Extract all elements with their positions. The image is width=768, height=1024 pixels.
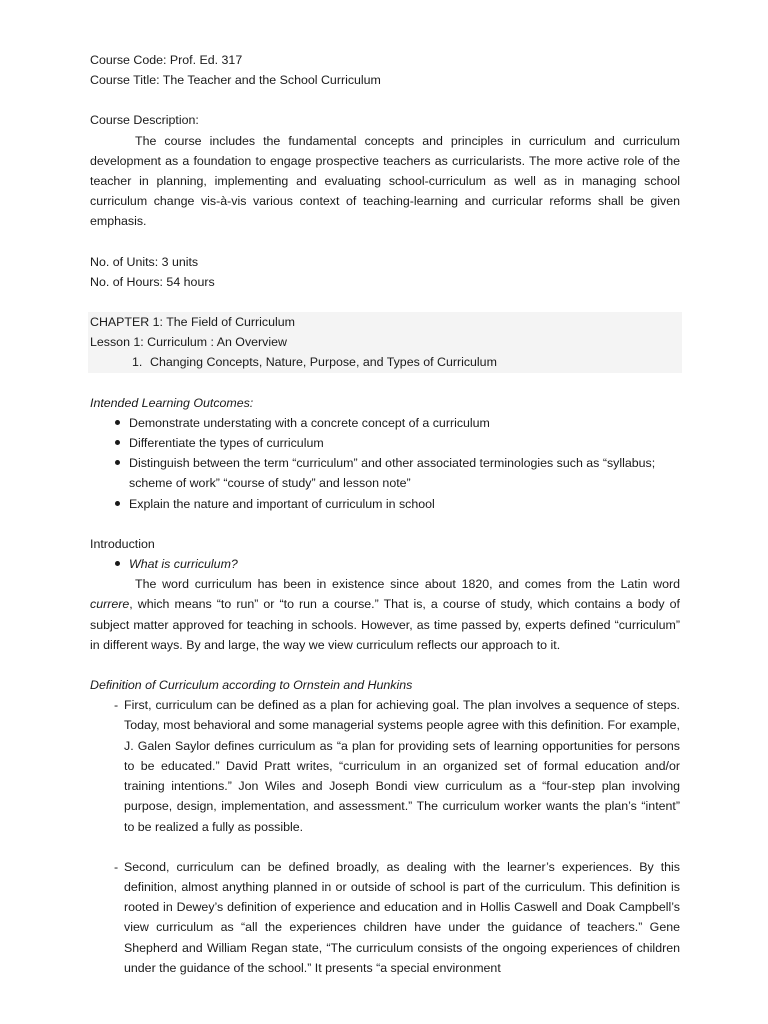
outcomes-list xyxy=(90,413,680,514)
course-title: Course Title: The Teacher and the School Curriculum xyxy=(90,73,381,88)
introduction-body xyxy=(90,574,680,655)
chapter-title: CHAPTER 1: The Field of Curriculum xyxy=(90,315,295,330)
introduction-question-list xyxy=(90,554,680,574)
introduction-question: What is curriculum? xyxy=(90,554,680,574)
course-code: Course Code: Prof. Ed. 317 xyxy=(90,53,243,67)
definition-item: - First, curriculum can be defined as a plan for achieving goal. The plan involves a sequence of steps. Today, most behavioral and some managerial systems people agree with this definition. For example, J. Galen Saylor defines curriculum as “a plan for providing sets of learning opportunities for persons to be educated.” David Pratt writes, “curriculum in an organized set of formal education and/or training intentions.” Jon Wiles and Joseph Bondi view curriculum as a “four-step plan involving purpose, design, implementation, and assessment.” The curriculum worker wants the plan’s “intent” to be realized a fully as possible. xyxy=(90,695,680,836)
outcome-item: Differentiate the types of curriculum xyxy=(90,433,680,453)
introduction-body-start: The word curriculum has been in existence since about 1820, and comes from the Latin word xyxy=(135,577,680,592)
course-description-heading: Course Description: xyxy=(90,113,199,128)
definitions-list xyxy=(90,695,680,978)
course-description-body: The course includes the fundamental concepts and principles in curriculum and curriculum development as a foundation to engage prospective teachers as curricularists. The more active role of the teacher in planning, implementing and evaluating school-curriculum as well as in managing school curriculum change vis-à-vis various context of teaching-learning and curricular reforms shall be given emphasis. xyxy=(90,133,680,229)
document-body xyxy=(90,50,680,978)
latin-word: currere xyxy=(90,597,130,612)
hours-line: No. of Hours: 54 hours xyxy=(90,274,215,289)
lesson-topic-number: 1. xyxy=(132,355,143,370)
outcome-item: Explain the nature and important of curriculum in school xyxy=(90,494,680,514)
lesson-title: Lesson 1: Curriculum : An Overview xyxy=(90,335,287,350)
definition-item: - Second, curriculum can be defined broadly, as dealing with the learner’s experiences. By this definition, almost anything planned in or outside of school is part of the curriculum. This definition is rooted in Dewey’s definition of experience and education and in Hollis Caswell and Doak Campbell’s view curriculum as “all the experiences children have under the guidance of teachers.” Gene Shepherd and William Regan state, “The curriculum consists of the ongoing experiences of children under the guidance of the school.” It presents “a special environment xyxy=(90,857,680,978)
definitions-heading: Definition of Curriculum according to Ornstein and Hunkins xyxy=(90,678,413,693)
lesson-topic xyxy=(90,352,682,372)
introduction-heading: Introduction xyxy=(90,536,155,551)
introduction-body-end: , which means “to run” or “to run a course.” That is, a course of study, which contains a body of subject matter approved for teaching in schools. However, as time passed by, experts defined “curriculum” in different ways. By and large, the way we view curriculum reflects our approach to it. xyxy=(90,597,680,652)
outcomes-heading: Intended Learning Outcomes: xyxy=(90,395,254,410)
outcome-item: Distinguish between the term “curriculum” and other associated terminologies such as “syllabus; scheme of work” “course of study” and lesson note” xyxy=(90,453,680,493)
units-line: No. of Units: 3 units xyxy=(90,254,199,269)
lesson-topic-text: Changing Concepts, Nature, Purpose, and Types of Curriculum xyxy=(150,355,497,370)
outcome-item: Demonstrate understating with a concrete concept of a curriculum xyxy=(90,413,680,433)
chapter-block xyxy=(88,312,682,373)
